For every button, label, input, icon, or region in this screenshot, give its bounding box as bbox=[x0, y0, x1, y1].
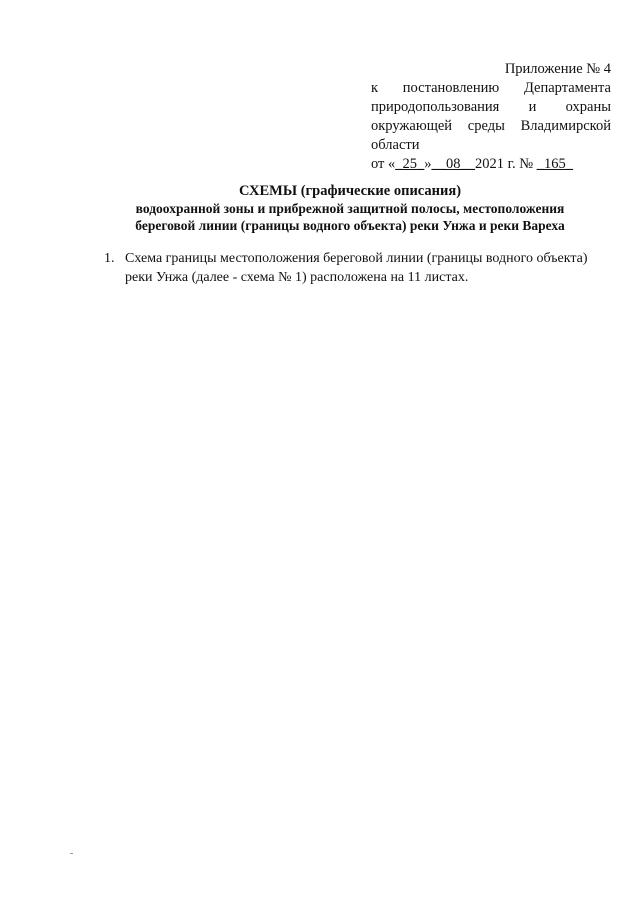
heading-line-3: береговой линии (границы водного объекта) реки Унжа и реки Вареха bbox=[135, 218, 565, 233]
heading-main: СХЕМЫ (графические описания) bbox=[238, 183, 462, 199]
list-item bbox=[104, 249, 604, 287]
appendix-block bbox=[371, 60, 611, 174]
date-year: 2021 г. № bbox=[475, 156, 534, 172]
heading-line-2: водоохранной зоны и прибрежной защитной полосы, местоположения bbox=[135, 201, 565, 216]
date-day: _25_ bbox=[395, 156, 425, 172]
list-item-number: 1. bbox=[104, 251, 115, 266]
document-heading bbox=[60, 183, 640, 234]
scan-mark bbox=[70, 853, 73, 854]
appendix-line-1: к постановлению Департамента bbox=[371, 80, 611, 96]
list-item-line-1: Схема границы местоположения береговой линии (границы водного объекта) bbox=[125, 251, 588, 266]
appendix-line-4: области bbox=[371, 137, 420, 153]
appendix-date-line bbox=[371, 155, 611, 174]
appendix-line-3: окружающей среды Владимирской bbox=[371, 118, 611, 134]
list-item-line-2: реки Унжа (далее - схема № 1) расположена на 11 листах. bbox=[125, 270, 469, 285]
decree-number: _165_ bbox=[536, 156, 573, 172]
date-day-close: » bbox=[424, 156, 432, 172]
appendix-line-2: природопользования и охраны bbox=[371, 99, 611, 115]
appendix-title: Приложение № 4 bbox=[504, 61, 611, 77]
list-item-text bbox=[125, 249, 604, 287]
date-month: __08__ bbox=[431, 156, 476, 172]
date-prefix: от « bbox=[371, 156, 396, 172]
